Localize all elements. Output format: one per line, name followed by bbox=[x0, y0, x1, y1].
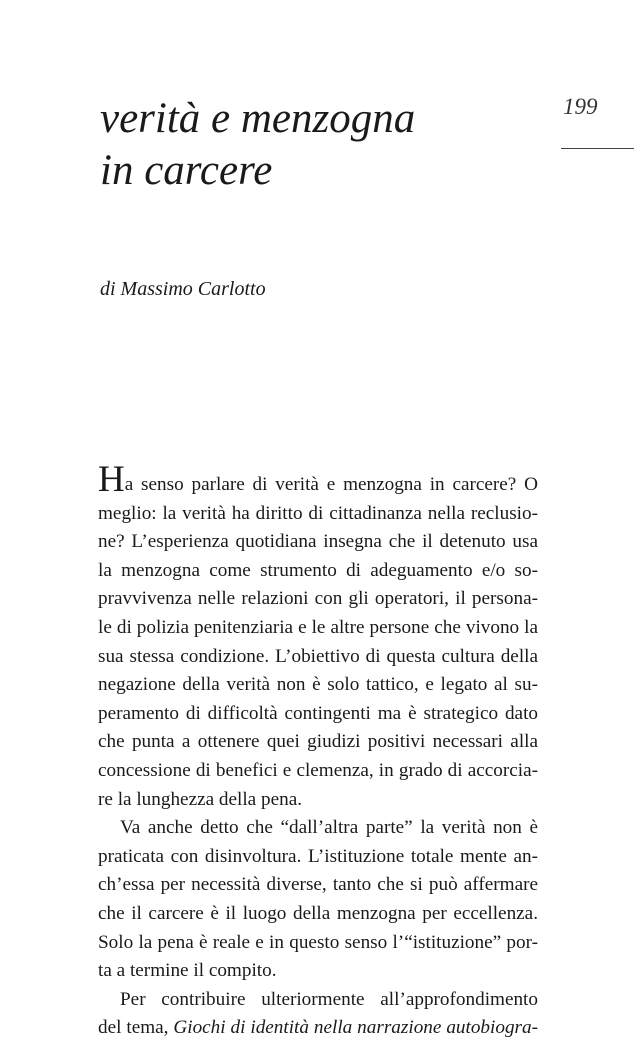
text-line: a senso parlare di verità e menzogna in carcere? O bbox=[124, 474, 538, 495]
text-line: ne? L’esperienza quotidiana insegna che il detenuto usa bbox=[98, 531, 538, 553]
text-line: la menzogna come strumento di adeguamento e/o so- bbox=[98, 559, 538, 581]
text-segment: del tema, bbox=[98, 1017, 174, 1039]
text-line: concessione di benefici e clemenza, in grado di accorcia- bbox=[98, 759, 538, 781]
text-line: le di polizia penitenziaria e le altre persone che vivono la bbox=[98, 616, 538, 638]
text-line: ta a termine il compito. bbox=[98, 960, 277, 982]
italic-book-title: Giochi di identità nella narrazione autobiogra- bbox=[173, 1017, 538, 1039]
text-line: peramento di difficoltà contingenti ma è strategico dato bbox=[98, 702, 538, 724]
page-number-rule bbox=[561, 148, 634, 149]
chapter-title bbox=[100, 93, 415, 197]
text-line: ch’essa per necessità diverse, tanto che si può affermare bbox=[98, 874, 538, 896]
chapter-title-line-2: in carcere bbox=[100, 147, 273, 194]
chapter-title-line-1: verità e menzogna bbox=[100, 95, 416, 142]
text-line: che punta a ottenere quei giudizi positivi necessari alla bbox=[98, 731, 538, 753]
author-byline: di Massimo Carlotto bbox=[100, 278, 266, 300]
text-line: sua stessa condizione. L’obiettivo di questa cultura della bbox=[98, 645, 538, 667]
text-line-mixed bbox=[98, 1014, 538, 1043]
body-text bbox=[98, 459, 538, 1043]
paragraph-1-first-line bbox=[98, 459, 538, 500]
text-line: negazione della verità non è solo tattico, e legato al su- bbox=[98, 674, 538, 696]
text-line: Solo la pena è reale e in questo senso l’“istituzione” por- bbox=[98, 931, 538, 953]
drop-cap: H bbox=[98, 459, 125, 500]
text-line: Va anche detto che “dall’altra parte” la verità non è bbox=[120, 817, 538, 839]
page-number: 199 bbox=[563, 94, 598, 119]
text-line: che il carcere è il luogo della menzogna per eccellenza. bbox=[98, 902, 538, 924]
text-line: praticata con disinvoltura. L’istituzione totale mente an- bbox=[98, 845, 538, 867]
text-line: meglio: la verità ha diritto di cittadinanza nella reclusio- bbox=[98, 502, 538, 524]
text-line: pravvivenza nelle relazioni con gli operatori, il persona- bbox=[98, 588, 538, 610]
text-line: Per contribuire ulteriormente all’approfondimento bbox=[120, 988, 538, 1010]
text-line: re la lunghezza della pena. bbox=[98, 788, 303, 810]
